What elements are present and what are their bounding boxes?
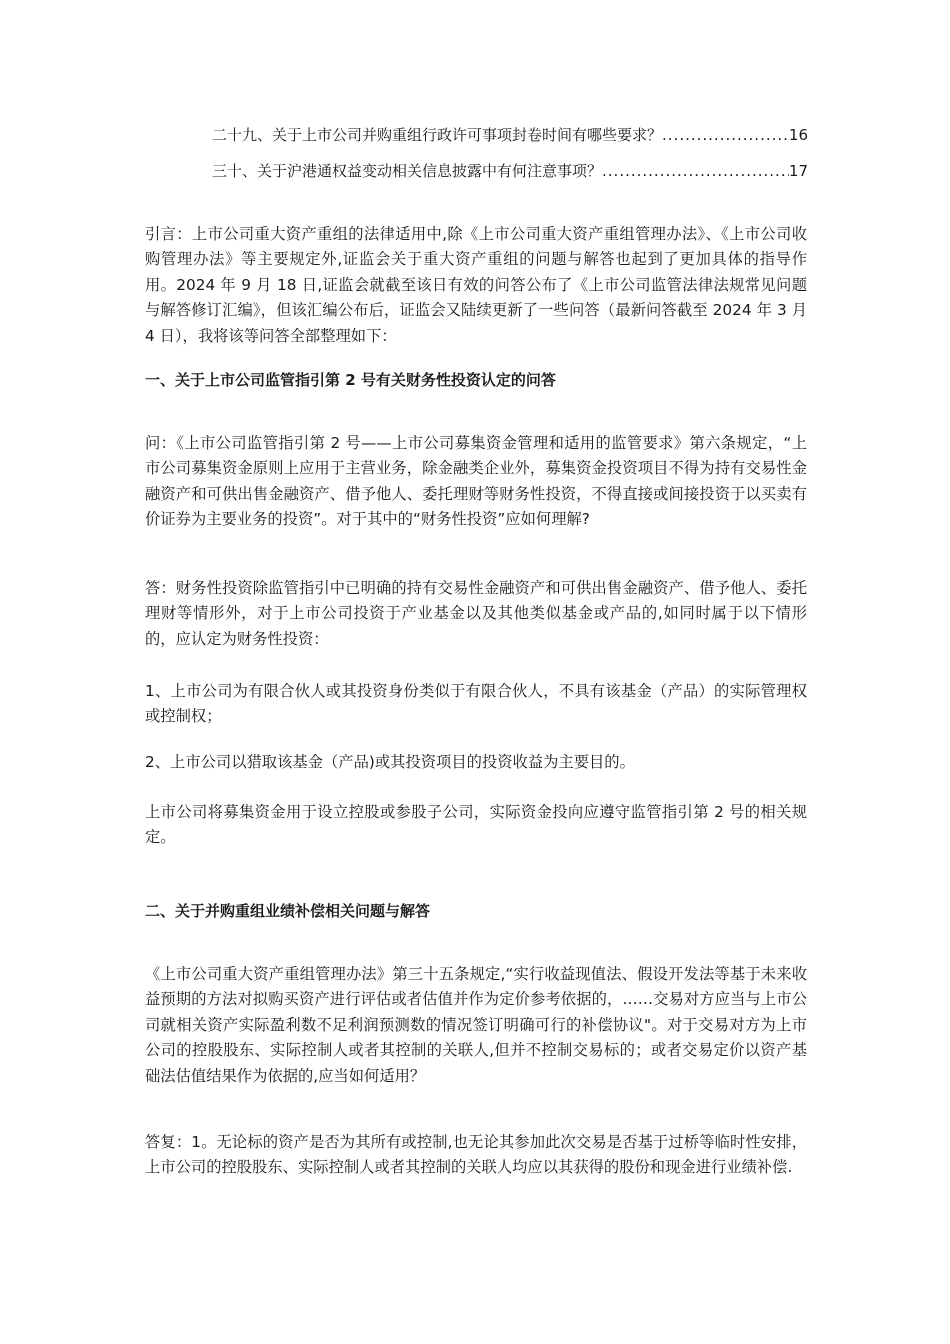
toc-entry-label: 二十九、关于上市公司并购重组行政许可事项封卷时间有哪些要求？ xyxy=(212,126,663,144)
intro-paragraph: 引言：上市公司重大资产重组的法律适用中,除《上市公司重大资产重组管理办法》、《上市公司收购管理办法》等主要规定外,证监会关于重大资产重组的问题与解答也起到了更加具体的指导作用。2024 年 9 月 18 日,证监会就截至该日有效的问答公布了《上市公司监管法律法规常见问题与解答修订汇编》，但该汇编公布后，证监会又陆续更新了一些问答（最新问答截至 2024 年 3 月 4 日），我将该等问答全部整理如下： xyxy=(145,225,807,345)
section-1-heading: 一、关于上市公司监管指引第 2 号有关财务性投资认定的问答 xyxy=(145,371,556,389)
section-2-question: 《上市公司重大资产重组管理办法》第三十五条规定,“实行收益现值法、假设开发法等基于未来收益预期的方法对拟购买资产进行评估或者估值并作为定价参考依据的，……交易对方应当与上市公司就相关资产实际盈利数不足利润预测数的情况签订明确可行的补偿协议"。对于交易对方为上市公司的控股股东、实际控制人或者其控制的关联人,但并不控制交易标的；或者交易定价以资产基础法估值结果作为依据的,应当如何适用？ xyxy=(145,965,807,1085)
section-1-answer: 答：财务性投资除监管指引中已明确的持有交易性金融资产和可供出售金融资产、借予他人、委托理财等情形外，对于上市公司投资于产业基金以及其他类似基金或产品的,如同时属于以下情形的，应认定为财务性投资： xyxy=(145,579,807,648)
toc-entry[interactable] xyxy=(212,160,808,182)
section-2-answer: 答复：1。无论标的资产是否为其所有或控制,也无论其参加此次交易是否基于过桥等临时性安排，上市公司的控股股东、实际控制人或者其控制的关联人均应以其获得的股份和现金进行业绩补偿. xyxy=(145,1133,807,1177)
toc-entry-page: 17 xyxy=(788,162,808,180)
toc-leader-dots xyxy=(602,160,789,182)
section-1-item-1: 1、上市公司为有限合伙人或其投资身份类似于有限合伙人，不具有该基金（产品）的实际管理权或控制权； xyxy=(145,682,807,726)
toc-leader-dots xyxy=(662,124,789,146)
section-1-question: 问：《上市公司监管指引第 2 号——上市公司募集资金管理和适用的监管要求》第六条规定，“上市公司募集资金原则上应用于主营业务，除金融类企业外，募集资金投资项目不得为持有交易性金融资产和可供出售金融资产、借予他人、委托理财等财务性投资，不得直接或间接投资于以买卖有价证券为主要业务的投资”。对于其中的“财务性投资”应如何理解? xyxy=(145,434,807,529)
toc-entry[interactable] xyxy=(212,124,808,146)
section-1-closing: 上市公司将募集资金用于设立控股或参股子公司，实际资金投向应遵守监管指引第 2 号的相关规定。 xyxy=(145,803,807,847)
section-2-heading: 二、关于并购重组业绩补偿相关问题与解答 xyxy=(145,902,431,920)
toc-entry-page: 16 xyxy=(788,126,808,144)
toc-entry-label: 三十、关于沪港通权益变动相关信息披露中有何注意事项？ xyxy=(212,162,603,180)
section-1-item-2: 2、上市公司以猎取该基金（产品)或其投资项目的投资收益为主要目的。 xyxy=(145,753,635,771)
